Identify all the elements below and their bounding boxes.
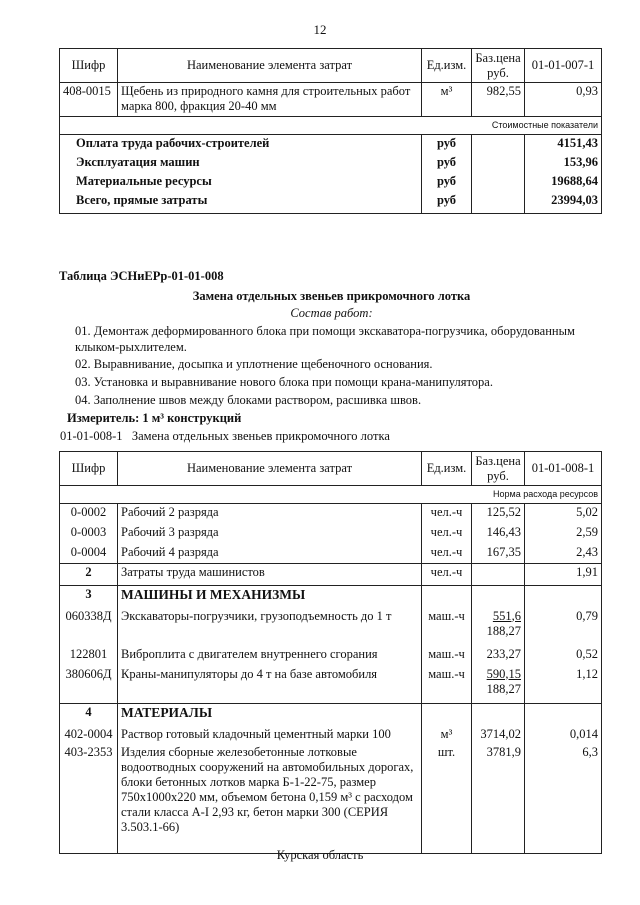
col-code: Шифр	[60, 49, 118, 83]
table-row: 0-0002 Рабочий 2 разряда чел.-ч 125,52 5,02	[60, 504, 602, 524]
table-row: 408-0015 Щебень из природного камня для строительных работ марка 800, фракция 20-40 мм м³ 982,55 0,93	[60, 83, 602, 117]
section-subtitle: Замена отдельных звеньев прикромочного лотка	[192, 289, 471, 303]
col-price: Баз.цена руб.	[472, 49, 525, 83]
work-heading: Состав работ:	[290, 306, 373, 320]
col-norm: 01-01-008-1	[525, 452, 602, 486]
work-item: 03. Установка и выравнивание нового блока при помощи крана-манипулятора.	[75, 375, 493, 389]
table-row: 380606Д Краны-манипуляторы до 4 т на базе автомобиля маш.-ч 590,15 188,27 1,12	[60, 666, 602, 704]
section-heading-row: 4 МАТЕРИАЛЫ	[60, 704, 602, 726]
table-row: 403-2353 Изделия сборные железобетонные лотковые водоотводных сооружений на автомобильных дорогах, блоки бетонных лотков марка Б-1-22-75, размер 750x1000x220 мм, объемом бетона 0,159 м³ с расходом стали класса А-I 2,93 кг, бетон марки 300 (СЕРИЯ 3.503.1-66) шт. 3781,9 6,3	[60, 744, 602, 854]
section-label-row: Норма расхода ресурсов	[60, 486, 602, 504]
table-row: 402-0004 Раствор готовый кладочный цементный марки 100 м³ 3714,02 0,014	[60, 726, 602, 744]
table-title: Таблица ЭСНиЕРр-01-01-008	[59, 269, 224, 283]
cost-table-007	[59, 48, 602, 214]
page-number: 12	[313, 22, 327, 37]
footer-region: Курская область	[276, 848, 364, 862]
summary-row: Материальные ресурсы руб 19688,64	[60, 173, 602, 192]
table-header-row	[60, 452, 602, 486]
summary-row: Эксплуатация машин руб 153,96	[60, 154, 602, 173]
col-name: Наименование элемента затрат	[118, 452, 422, 486]
col-unit: Ед.изм.	[422, 49, 472, 83]
table-row: 2 Затраты труда машинистов чел.-ч 1,91	[60, 564, 602, 586]
table-row: 122801 Виброплита с двигателем внутреннего сгорания маш.-ч 233,27 0,52	[60, 646, 602, 666]
section-heading-row: 3 МАШИНЫ И МЕХАНИЗМЫ	[60, 586, 602, 608]
resource-table-008	[59, 451, 602, 854]
work-item: 01. Демонтаж деформированного блока при помощи экскаватора-погрузчика, оборудованным клыком-рыхлителем.	[75, 324, 575, 354]
section-label-row: Стоимостные показатели	[60, 117, 602, 135]
work-item: 02. Выравнивание, досыпка и уплотнение щебеночного основания.	[75, 357, 433, 371]
col-unit: Ед.изм.	[422, 452, 472, 486]
code-line: 01-01-008-1 Замена отдельных звеньев прикромочного лотка	[60, 429, 390, 443]
table-row: 0-0003 Рабочий 3 разряда чел.-ч 146,43 2,59	[60, 524, 602, 544]
work-item: 04. Заполнение швов между блоками раствором, расшивка швов.	[75, 393, 422, 407]
col-price: Баз.цена руб.	[472, 452, 525, 486]
col-name: Наименование элемента затрат	[118, 49, 422, 83]
table-row: 0-0004 Рабочий 4 разряда чел.-ч 167,35 2,43	[60, 544, 602, 564]
summary-row: Всего, прямые затраты руб 23994,03	[60, 192, 602, 214]
summary-row: Оплата труда рабочих-строителей руб 4151,43	[60, 135, 602, 154]
table-header-row	[60, 49, 602, 83]
col-norm: 01-01-007-1	[525, 49, 602, 83]
table-row: 060338Д Экскаваторы-погрузчики, грузоподъемность до 1 т маш.-ч 551,6 188,27 0,79	[60, 608, 602, 646]
measurement-unit: Измеритель: 1 м³ конструкций	[67, 411, 242, 425]
col-code: Шифр	[60, 452, 118, 486]
